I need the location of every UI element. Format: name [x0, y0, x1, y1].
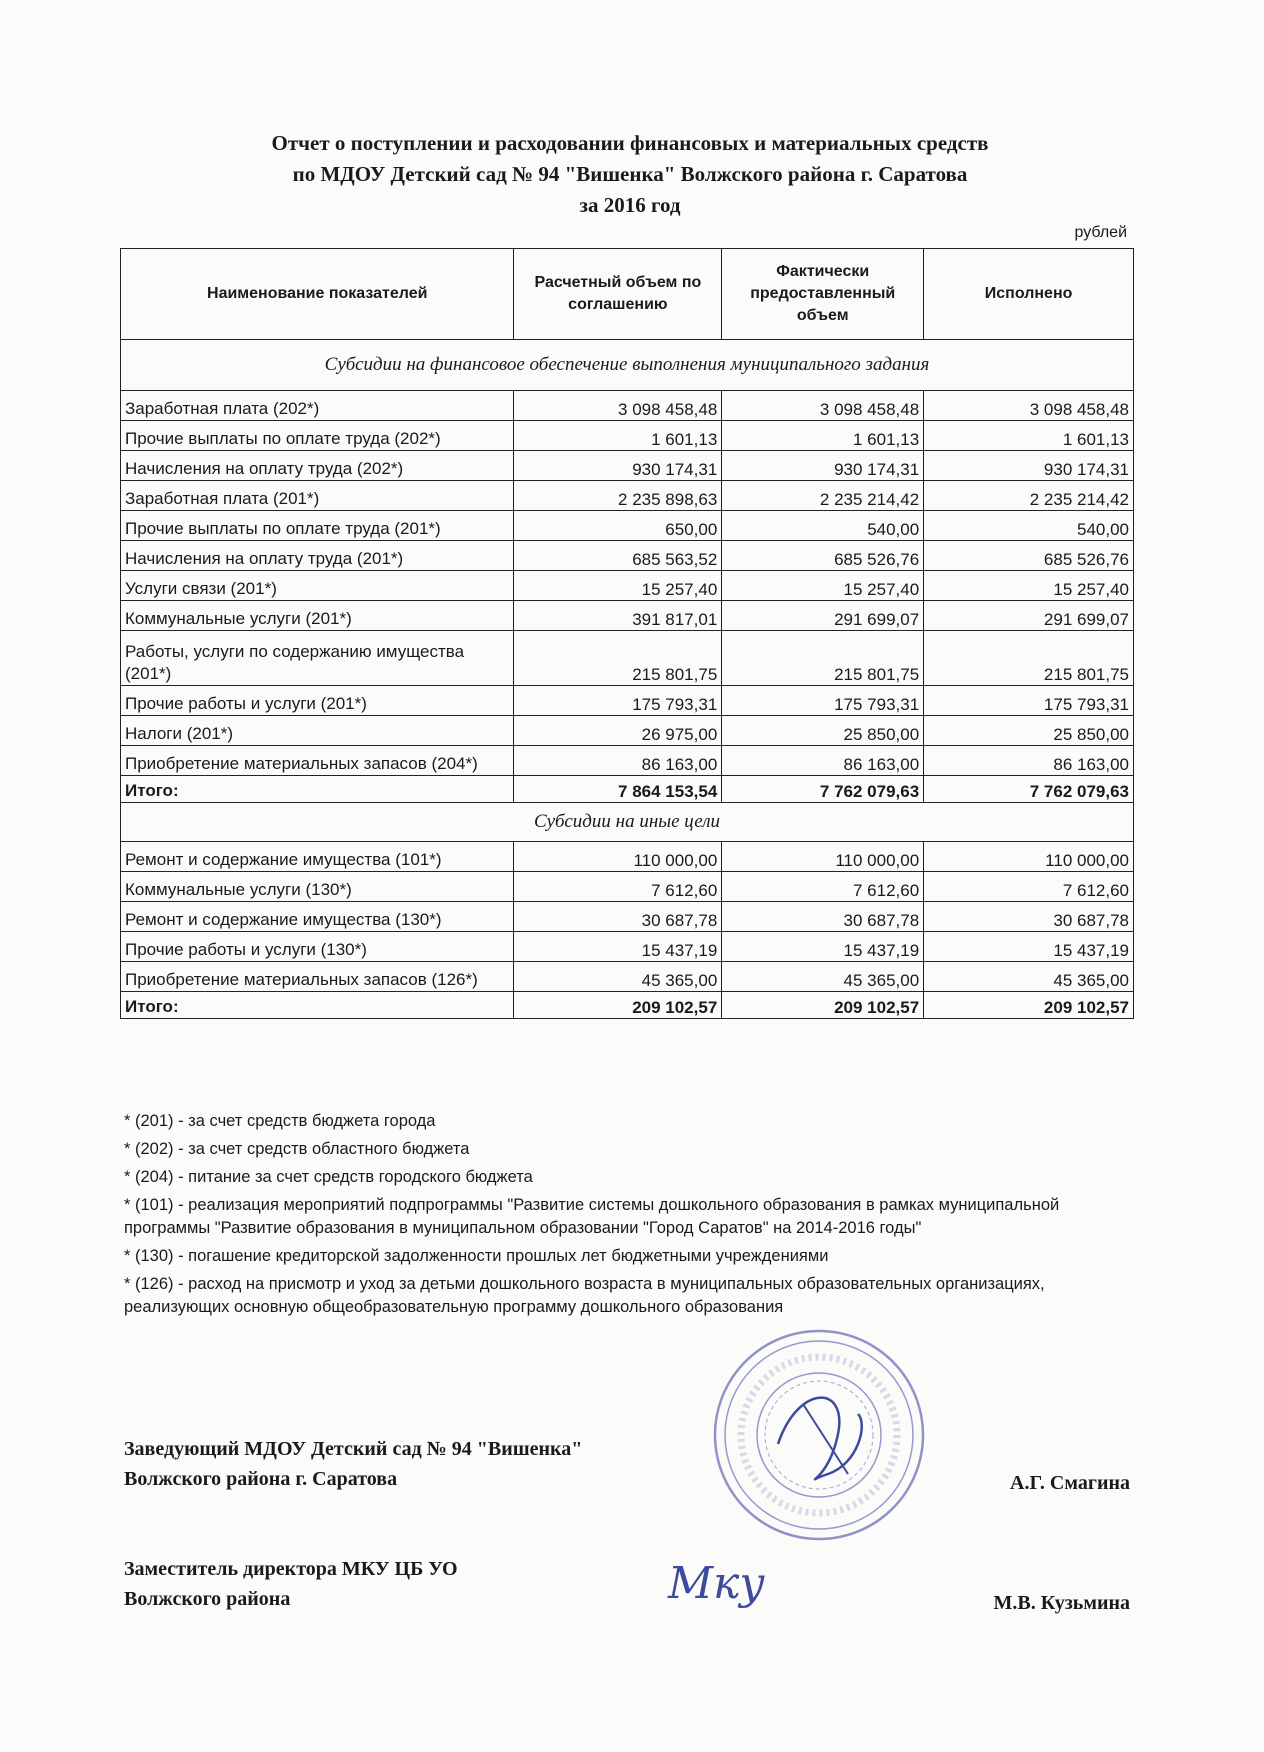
row-label: Начисления на оплату труда (202*): [121, 451, 514, 481]
table-row: [121, 932, 1134, 962]
row-value: 25 850,00: [924, 716, 1134, 746]
row-label: Услуги связи (201*): [121, 571, 514, 601]
row-value: 15 437,19: [514, 932, 722, 962]
head-position-line-1: Заведующий МДОУ Детский сад № 94 "Вишенка": [124, 1438, 583, 1460]
head-position: [124, 1434, 582, 1494]
row-value: 110 000,00: [924, 842, 1134, 872]
row-value: 175 793,31: [514, 686, 722, 716]
row-value: 685 526,76: [722, 541, 924, 571]
row-label: Коммунальные услуги (130*): [121, 872, 514, 902]
row-label: Заработная плата (202*): [121, 391, 514, 421]
row-value: 1 601,13: [514, 421, 722, 451]
table-row: [121, 962, 1134, 992]
section-header-row: [121, 340, 1134, 391]
total-value: 7 762 079,63: [924, 776, 1134, 803]
deputy-position: [124, 1554, 458, 1614]
head-name: А.Г. Смагина: [1010, 1472, 1130, 1494]
row-label: Коммунальные услуги (201*): [121, 601, 514, 631]
row-value: 2 235 898,63: [514, 481, 722, 511]
total-label: Итого:: [121, 992, 514, 1019]
row-value: 1 601,13: [722, 421, 924, 451]
total-row: [121, 992, 1134, 1019]
table-row: [121, 686, 1134, 716]
row-value: 291 699,07: [722, 601, 924, 631]
row-value: 650,00: [514, 511, 722, 541]
row-label: Ремонт и содержание имущества (101*): [121, 842, 514, 872]
row-label: Налоги (201*): [121, 716, 514, 746]
row-value: 215 801,75: [924, 631, 1134, 686]
row-value: 175 793,31: [924, 686, 1134, 716]
total-value: 209 102,57: [514, 992, 722, 1019]
table-row: [121, 391, 1134, 421]
table-row: [121, 571, 1134, 601]
table-row: [121, 511, 1134, 541]
row-value: 86 163,00: [722, 746, 924, 776]
row-value: 15 437,19: [722, 932, 924, 962]
row-value: 15 437,19: [924, 932, 1134, 962]
table-row: [121, 872, 1134, 902]
table-row: [121, 746, 1134, 776]
row-value: 685 563,52: [514, 541, 722, 571]
row-value: 930 174,31: [924, 451, 1134, 481]
footnote: * (201) - за счет средств бюджета города: [124, 1112, 436, 1130]
total-label: Итого:: [121, 776, 514, 803]
row-value: 110 000,00: [722, 842, 924, 872]
row-value: 930 174,31: [722, 451, 924, 481]
row-value: 3 098 458,48: [924, 391, 1134, 421]
row-value: 291 699,07: [924, 601, 1134, 631]
row-value: 685 526,76: [924, 541, 1134, 571]
footnote: * (204) - питание за счет средств городского бюджета: [124, 1168, 533, 1186]
currency-unit: рублей: [1074, 224, 1127, 241]
handwritten-signature-icon: [660, 1550, 800, 1620]
title-line-1: Отчет о поступлении и расходовании финансовых и материальных средств: [271, 131, 989, 155]
row-value: 86 163,00: [924, 746, 1134, 776]
table-row: [121, 842, 1134, 872]
section-header-row: [121, 803, 1134, 842]
section-title: Субсидии на финансовое обеспечение выполнения муниципального задания: [121, 340, 1134, 391]
row-value: 25 850,00: [722, 716, 924, 746]
row-value: 3 098 458,48: [722, 391, 924, 421]
deputy-name: М.В. Кузьмина: [993, 1592, 1130, 1614]
table-row: [121, 716, 1134, 746]
row-label: Начисления на оплату труда (201*): [121, 541, 514, 571]
row-value: 540,00: [722, 511, 924, 541]
total-row: [121, 776, 1134, 803]
official-stamp-icon: [708, 1324, 930, 1546]
table-row: [121, 541, 1134, 571]
row-value: 15 257,40: [924, 571, 1134, 601]
row-label: Прочие выплаты по оплате труда (202*): [121, 421, 514, 451]
row-value: 3 098 458,48: [514, 391, 722, 421]
row-label: Ремонт и содержание имущества (130*): [121, 902, 514, 932]
total-value: 209 102,57: [722, 992, 924, 1019]
row-value: 7 612,60: [924, 872, 1134, 902]
row-value: 930 174,31: [514, 451, 722, 481]
col-header-name: Наименование показателей: [121, 249, 514, 340]
footnote: * (202) - за счет средств областного бюджета: [124, 1140, 470, 1158]
col-header-planned: Расчетный объем по соглашению: [514, 249, 722, 340]
row-value: 15 257,40: [514, 571, 722, 601]
row-label: Прочие работы и услуги (201*): [121, 686, 514, 716]
table-row: [121, 902, 1134, 932]
total-value: 7 762 079,63: [722, 776, 924, 803]
row-value: 45 365,00: [722, 962, 924, 992]
head-position-line-2: Волжского района г. Саратова: [124, 1468, 398, 1490]
row-value: 215 801,75: [514, 631, 722, 686]
section-title: Субсидии на иные цели: [121, 803, 1134, 842]
table-header-row: [121, 249, 1134, 340]
row-value: 26 975,00: [514, 716, 722, 746]
table-row: [121, 421, 1134, 451]
row-value: 2 235 214,42: [924, 481, 1134, 511]
total-value: 209 102,57: [924, 992, 1134, 1019]
row-label: Приобретение материальных запасов (204*): [121, 746, 514, 776]
col-header-provided: Фактически предоставленный объем: [722, 249, 924, 340]
row-label: Прочие выплаты по оплате труда (201*): [121, 511, 514, 541]
row-value: 110 000,00: [514, 842, 722, 872]
table-row: [121, 451, 1134, 481]
row-value: 1 601,13: [924, 421, 1134, 451]
report-title: [120, 128, 1140, 221]
row-value: 15 257,40: [722, 571, 924, 601]
row-value: 30 687,78: [924, 902, 1134, 932]
deputy-position-line-1: Заместитель директора МКУ ЦБ УО: [124, 1558, 458, 1580]
table-row: [121, 481, 1134, 511]
table-row: [121, 631, 1134, 686]
row-value: 86 163,00: [514, 746, 722, 776]
footnote: * (101) - реализация мероприятий подпрограммы "Развитие системы дошкольного образования в рамках муниципальной программы "Развитие образования в муниципальном образовании "Город Саратов" на 2014-2016 годы": [124, 1196, 1060, 1237]
row-value: 391 817,01: [514, 601, 722, 631]
row-label: Заработная плата (201*): [121, 481, 514, 511]
row-value: 2 235 214,42: [722, 481, 924, 511]
total-value: 7 864 153,54: [514, 776, 722, 803]
row-value: 30 687,78: [722, 902, 924, 932]
title-line-3: за 2016 год: [579, 193, 681, 217]
row-value: 7 612,60: [514, 872, 722, 902]
footnote: * (126) - расход на присмотр и уход за детьми дошкольного возраста в муниципальных образовательных организациях, реализующих основную общеобразовательную программу дошкольного образования: [124, 1275, 1045, 1316]
row-value: 215 801,75: [722, 631, 924, 686]
handwritten-signature-text: Мку: [668, 1558, 765, 1609]
row-value: 45 365,00: [924, 962, 1134, 992]
row-value: 175 793,31: [722, 686, 924, 716]
table-row: [121, 601, 1134, 631]
row-label: Приобретение материальных запасов (126*): [121, 962, 514, 992]
report-table: [120, 248, 1134, 1019]
col-header-executed: Исполнено: [924, 249, 1134, 340]
footnotes: [124, 1110, 1124, 1324]
row-label: Работы, услуги по содержанию имущества (201*): [121, 631, 514, 686]
footnote: * (130) - погашение кредиторской задолженности прошлых лет бюджетными учреждениями: [124, 1247, 829, 1265]
row-value: 30 687,78: [514, 902, 722, 932]
deputy-position-line-2: Волжского района: [124, 1588, 291, 1610]
row-value: 45 365,00: [514, 962, 722, 992]
row-label: Прочие работы и услуги (130*): [121, 932, 514, 962]
row-value: 540,00: [924, 511, 1134, 541]
title-line-2: по МДОУ Детский сад № 94 "Вишенка" Волжского района г. Саратова: [292, 162, 968, 186]
row-value: 7 612,60: [722, 872, 924, 902]
